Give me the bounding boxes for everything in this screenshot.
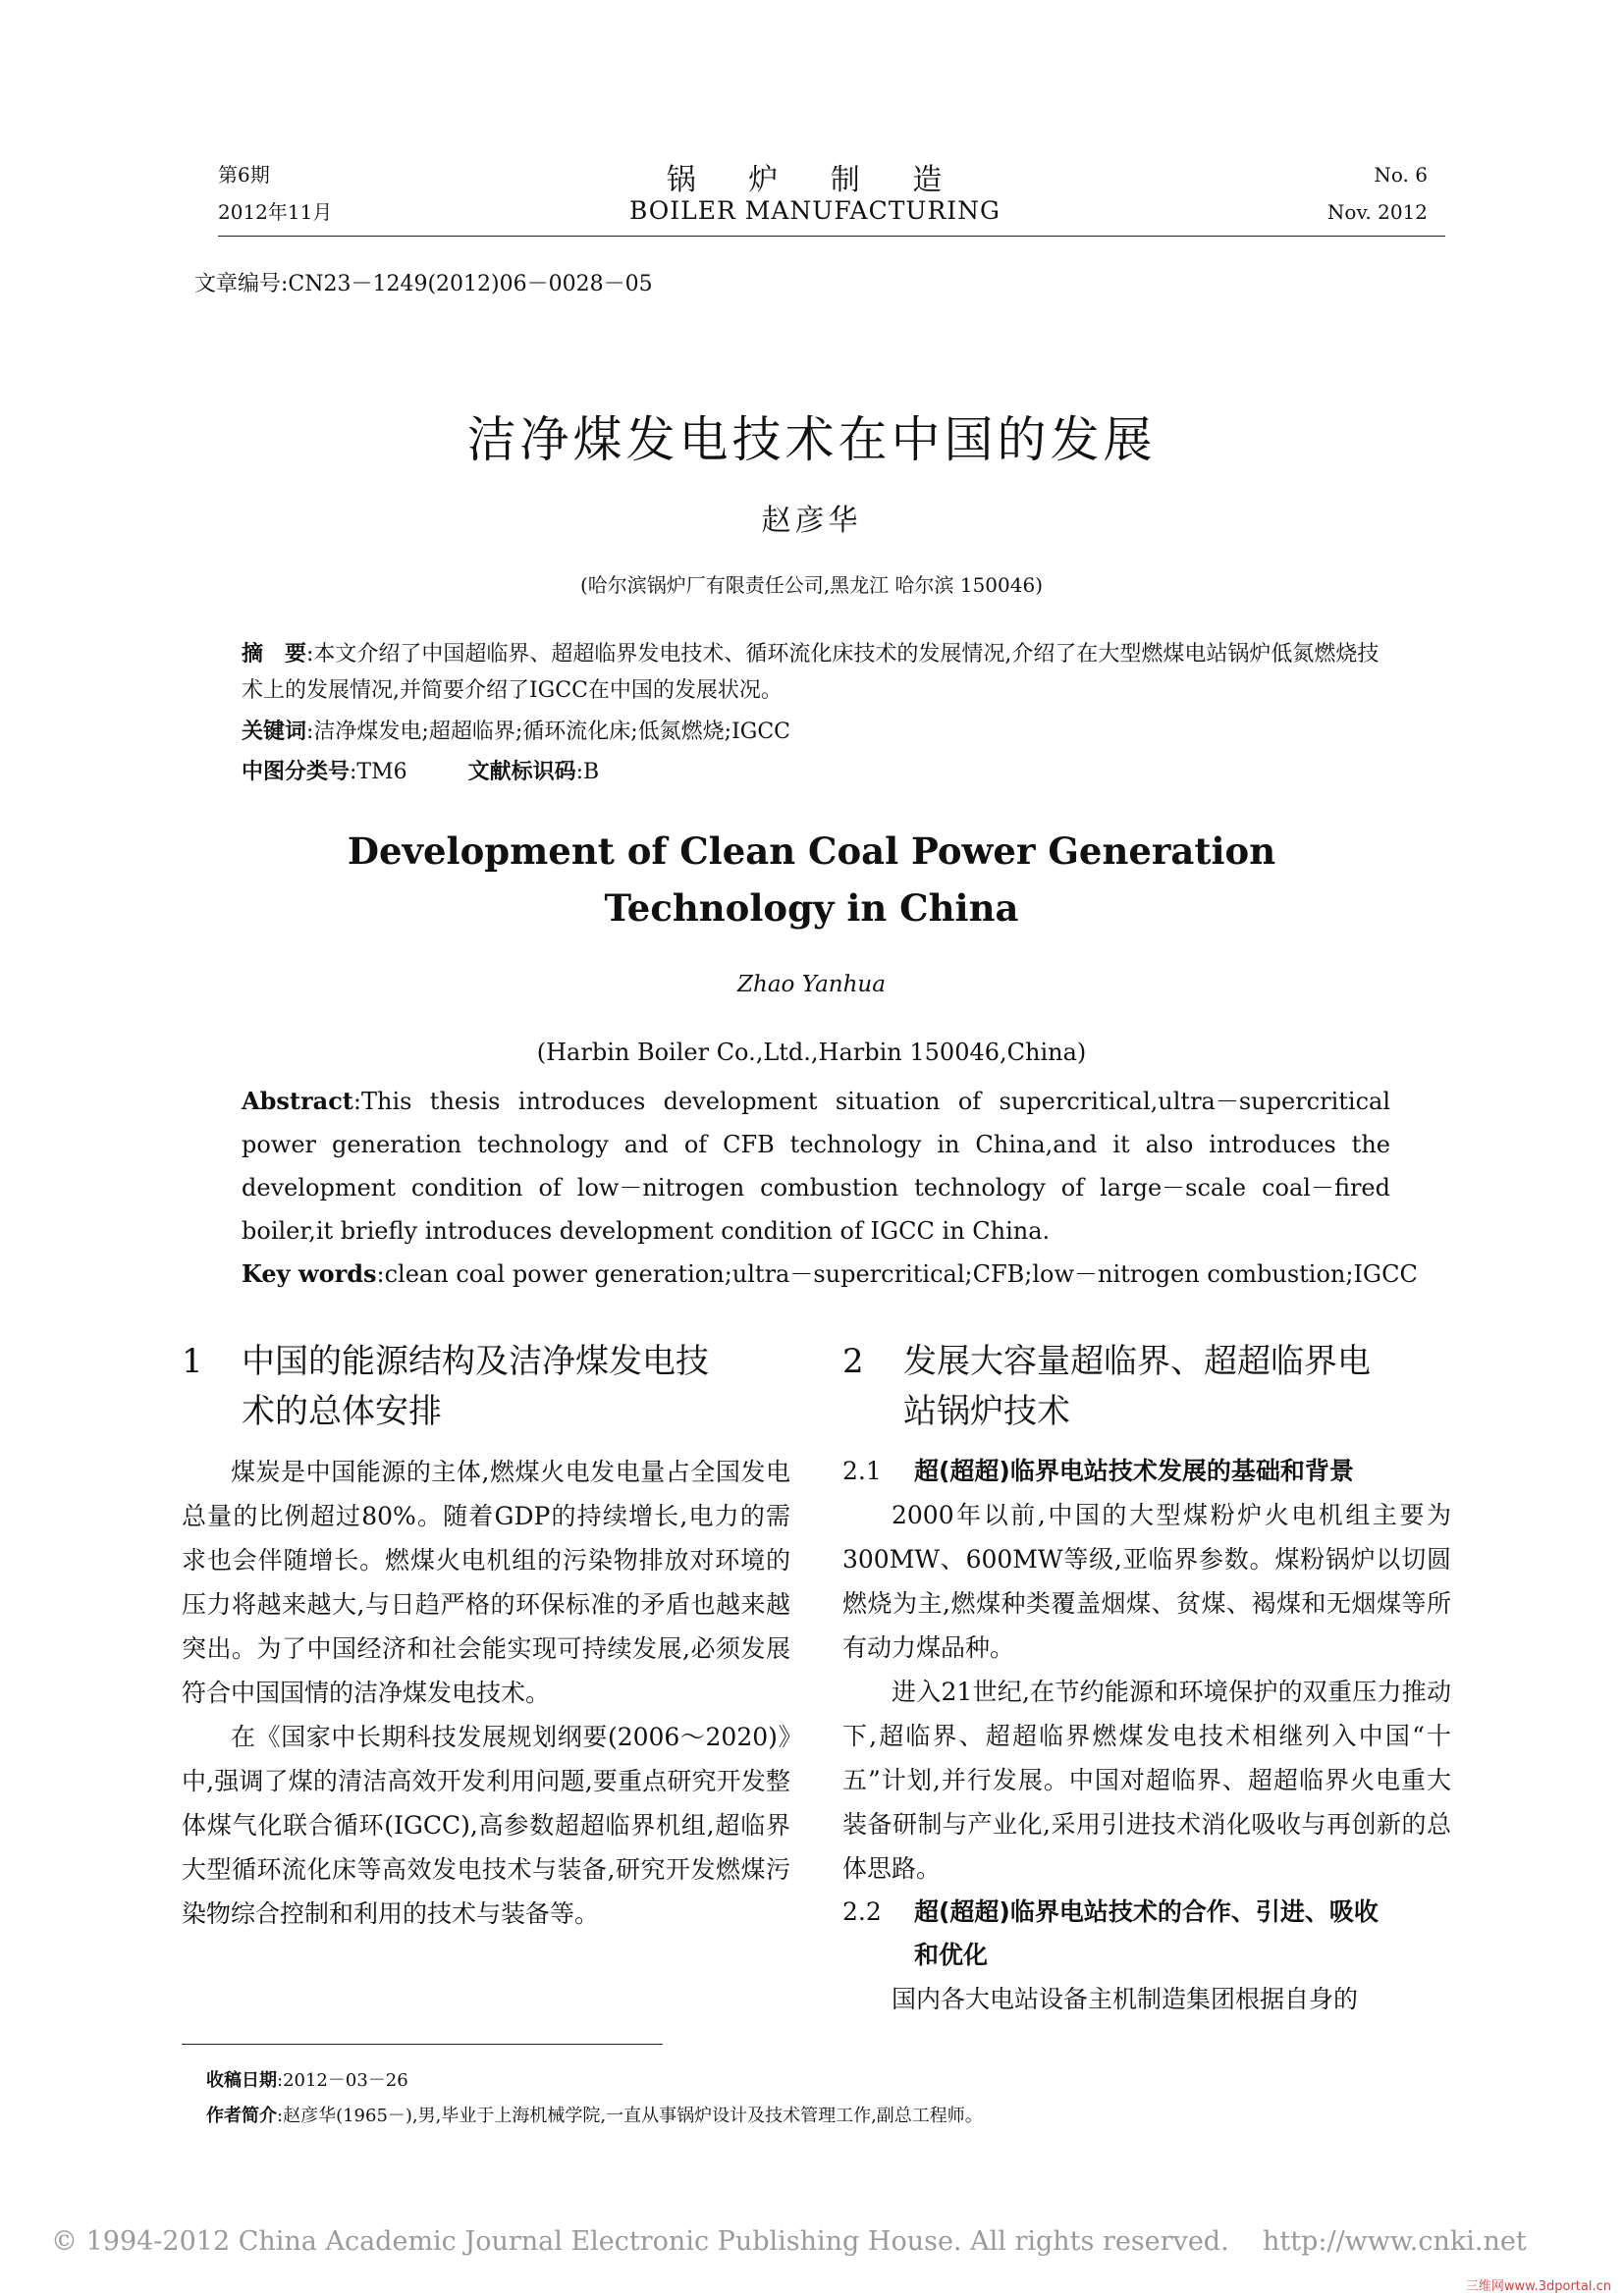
section-2 — [842, 1337, 1451, 1437]
issue-date-en: Nov. 2012 — [1326, 200, 1428, 224]
keywords-cn-text: :洁净煤发电;超超临界;循环流化床;低氮燃烧;IGCC — [306, 720, 791, 744]
abstract-cn-text: :本文介绍了中国超临界、超超临界发电技术、循环流化床技术的发展情况,介绍了在大型燃煤电站锅炉低氮燃烧技术上的发展情况,并简要介绍了IGCC在中国的发展状况。 — [242, 642, 1380, 703]
footnote-author — [206, 2101, 1443, 2132]
article-number: 文章编号:CN23－1249(2012)06－0028－05 — [194, 272, 653, 296]
affiliation-en: (Harbin Boiler Co.,Ltd.,Harbin 150046,China) — [536, 1039, 1087, 1066]
header-rule — [218, 236, 1445, 237]
classification-label: 中图分类号 — [242, 760, 351, 784]
abstract-cn — [242, 636, 1390, 709]
section-2-paragraph-1: 2000年以前,中国的大型煤粉炉火电机组主要为300MW、600MW等级,亚临界参数。煤粉锅炉以切圆燃烧为主,燃煤种类覆盖烟煤、贫煤、褐煤和无烟煤等所有动力煤品种。 — [842, 1501, 1451, 1662]
subsection-2-2-title-line-2: 和优化 — [914, 1941, 989, 1969]
keywords-cn-label: 关键词 — [242, 720, 307, 744]
section-2-number: 2 — [842, 1342, 864, 1381]
section-2-heading-line-2: 站锅炉技术 — [903, 1392, 1070, 1431]
subsection-2-2-title-line-1: 超(超超)临界电站技术的合作、引进、吸收 — [914, 1897, 1379, 1926]
abstract-en — [242, 1080, 1390, 1253]
keywords-en-text: :clean coal power generation;ultra－supercritical;CFB;low－nitrogen combustion;IGCC — [376, 1260, 1418, 1288]
abstract-cn-label: 摘 要 — [242, 642, 307, 667]
subsection-2-1-number: 2.1 — [842, 1457, 882, 1485]
section-1-heading-line-2: 术的总体安排 — [242, 1392, 442, 1431]
section-2-heading — [903, 1337, 1451, 1437]
subsection-2-2-title — [914, 1891, 1379, 1977]
author-bio-label: 作者简介 — [206, 2106, 277, 2126]
keywords-en — [242, 1253, 1469, 1296]
issue-number-en: No. 6 — [1374, 163, 1428, 187]
author-bio-value: :赵彦华(1965－),男,毕业于上海机械学院,一直从事锅炉设计及技术管理工作,副总工程师。 — [277, 2106, 983, 2126]
section-2-heading-line-1: 发展大容量超临界、超超临界电 — [903, 1342, 1371, 1381]
section-1-body — [182, 1450, 790, 1936]
issue-date-cn: 2012年11月 — [218, 200, 333, 224]
author-en: Zhao Yanhua — [737, 972, 886, 997]
section-2-paragraph-3: 国内各大电站设备主机制造集团根据自身的 — [892, 1985, 1359, 2013]
section-1-heading — [242, 1337, 790, 1437]
section-1 — [182, 1337, 790, 1437]
subsection-2-1 — [842, 1450, 1451, 1493]
issue-number-cn: 第6期 — [218, 163, 270, 187]
keywords-en-label: Key words — [242, 1259, 377, 1288]
section-2-paragraph-2: 进入21世纪,在节约能源和环境保护的双重压力推动下,超临界、超超临界燃煤发电技术相继列入中国“十五”计划,并行发展。中国对超临界、超超临界火电重大装备研制与产业化,采用引进技术消化吸收与再创新的总体思路。 — [842, 1678, 1451, 1883]
document-code-value: :B — [575, 760, 600, 784]
footnote-received — [206, 2065, 408, 2097]
section-2-body — [842, 1450, 1451, 2021]
classification-row — [242, 754, 599, 790]
abstract-en-label: Abstract — [242, 1087, 353, 1115]
abstract-en-text: :This thesis introduces development situation of supercritical,ultra－supercritical power generation technology and of CFB technology in China,and it also introduces the development condition of low－nitrogen combustion technology of large－scale coal－fired boiler,it briefly introduces development condition of IGCC in China. — [242, 1088, 1390, 1245]
journal-name-en: BOILER MANUFACTURING — [628, 196, 1001, 225]
subsection-2-2 — [842, 1891, 1451, 1977]
received-label: 收稿日期 — [206, 2070, 277, 2091]
title-en-line-1: Development of Clean Coal Power Generation — [347, 829, 1276, 873]
section-1-paragraph-2: 在《国家中长期科技发展规划纲要(2006～2020)》中,强调了煤的清洁高效开发利用问题,要重点研究开发整体煤气化联合循环(IGCC),高参数超超临界机组,超临界大型循环流化床等高效发电技术与装备,研究开发燃煤污染物综合控制和利用的技术与装备等。 — [182, 1723, 790, 1928]
copyright-notice: © 1994-2012 China Academic Journal Electronic Publishing House. All rights reserved. http://www.cnki.net — [51, 2226, 1527, 2257]
subsection-2-2-number: 2.2 — [842, 1897, 882, 1926]
footnote-rule — [182, 2044, 663, 2045]
classification-value: :TM6 — [350, 760, 407, 784]
subsection-2-1-title: 超(超超)临界电站技术发展的基础和背景 — [914, 1457, 1354, 1485]
keywords-cn — [242, 714, 790, 750]
title-cn: 洁净煤发电技术在中国的发展 — [466, 411, 1157, 468]
section-1-number: 1 — [182, 1342, 203, 1381]
section-1-paragraph-1: 煤炭是中国能源的主体,燃煤火电发电量占全国发电总量的比例超过80%。随着GDP的持续增长,电力的需求也会伴随增长。燃煤火电机组的污染物排放对环境的压力将越来越大,与日趋严格的环保标准的矛盾也越来越突出。为了中国经济和社会能实现可持续发展,必须发展符合中国国情的洁净煤发电技术。 — [182, 1458, 790, 1707]
journal-name-cn: 锅 炉 制 造 — [666, 163, 964, 197]
section-1-heading-line-1: 中国的能源结构及洁净煤发电技 — [242, 1342, 709, 1381]
title-en-line-2: Technology in China — [604, 886, 1019, 930]
received-value: :2012－03－26 — [277, 2070, 408, 2091]
affiliation-cn: (哈尔滨锅炉厂有限责任公司,黑龙江 哈尔滨 150046) — [579, 573, 1044, 597]
document-code-label: 文献标识码 — [467, 760, 576, 784]
author-cn: 赵彦华 — [761, 504, 862, 538]
watermark: 三维网www.3dportal.cn — [1465, 2279, 1611, 2294]
